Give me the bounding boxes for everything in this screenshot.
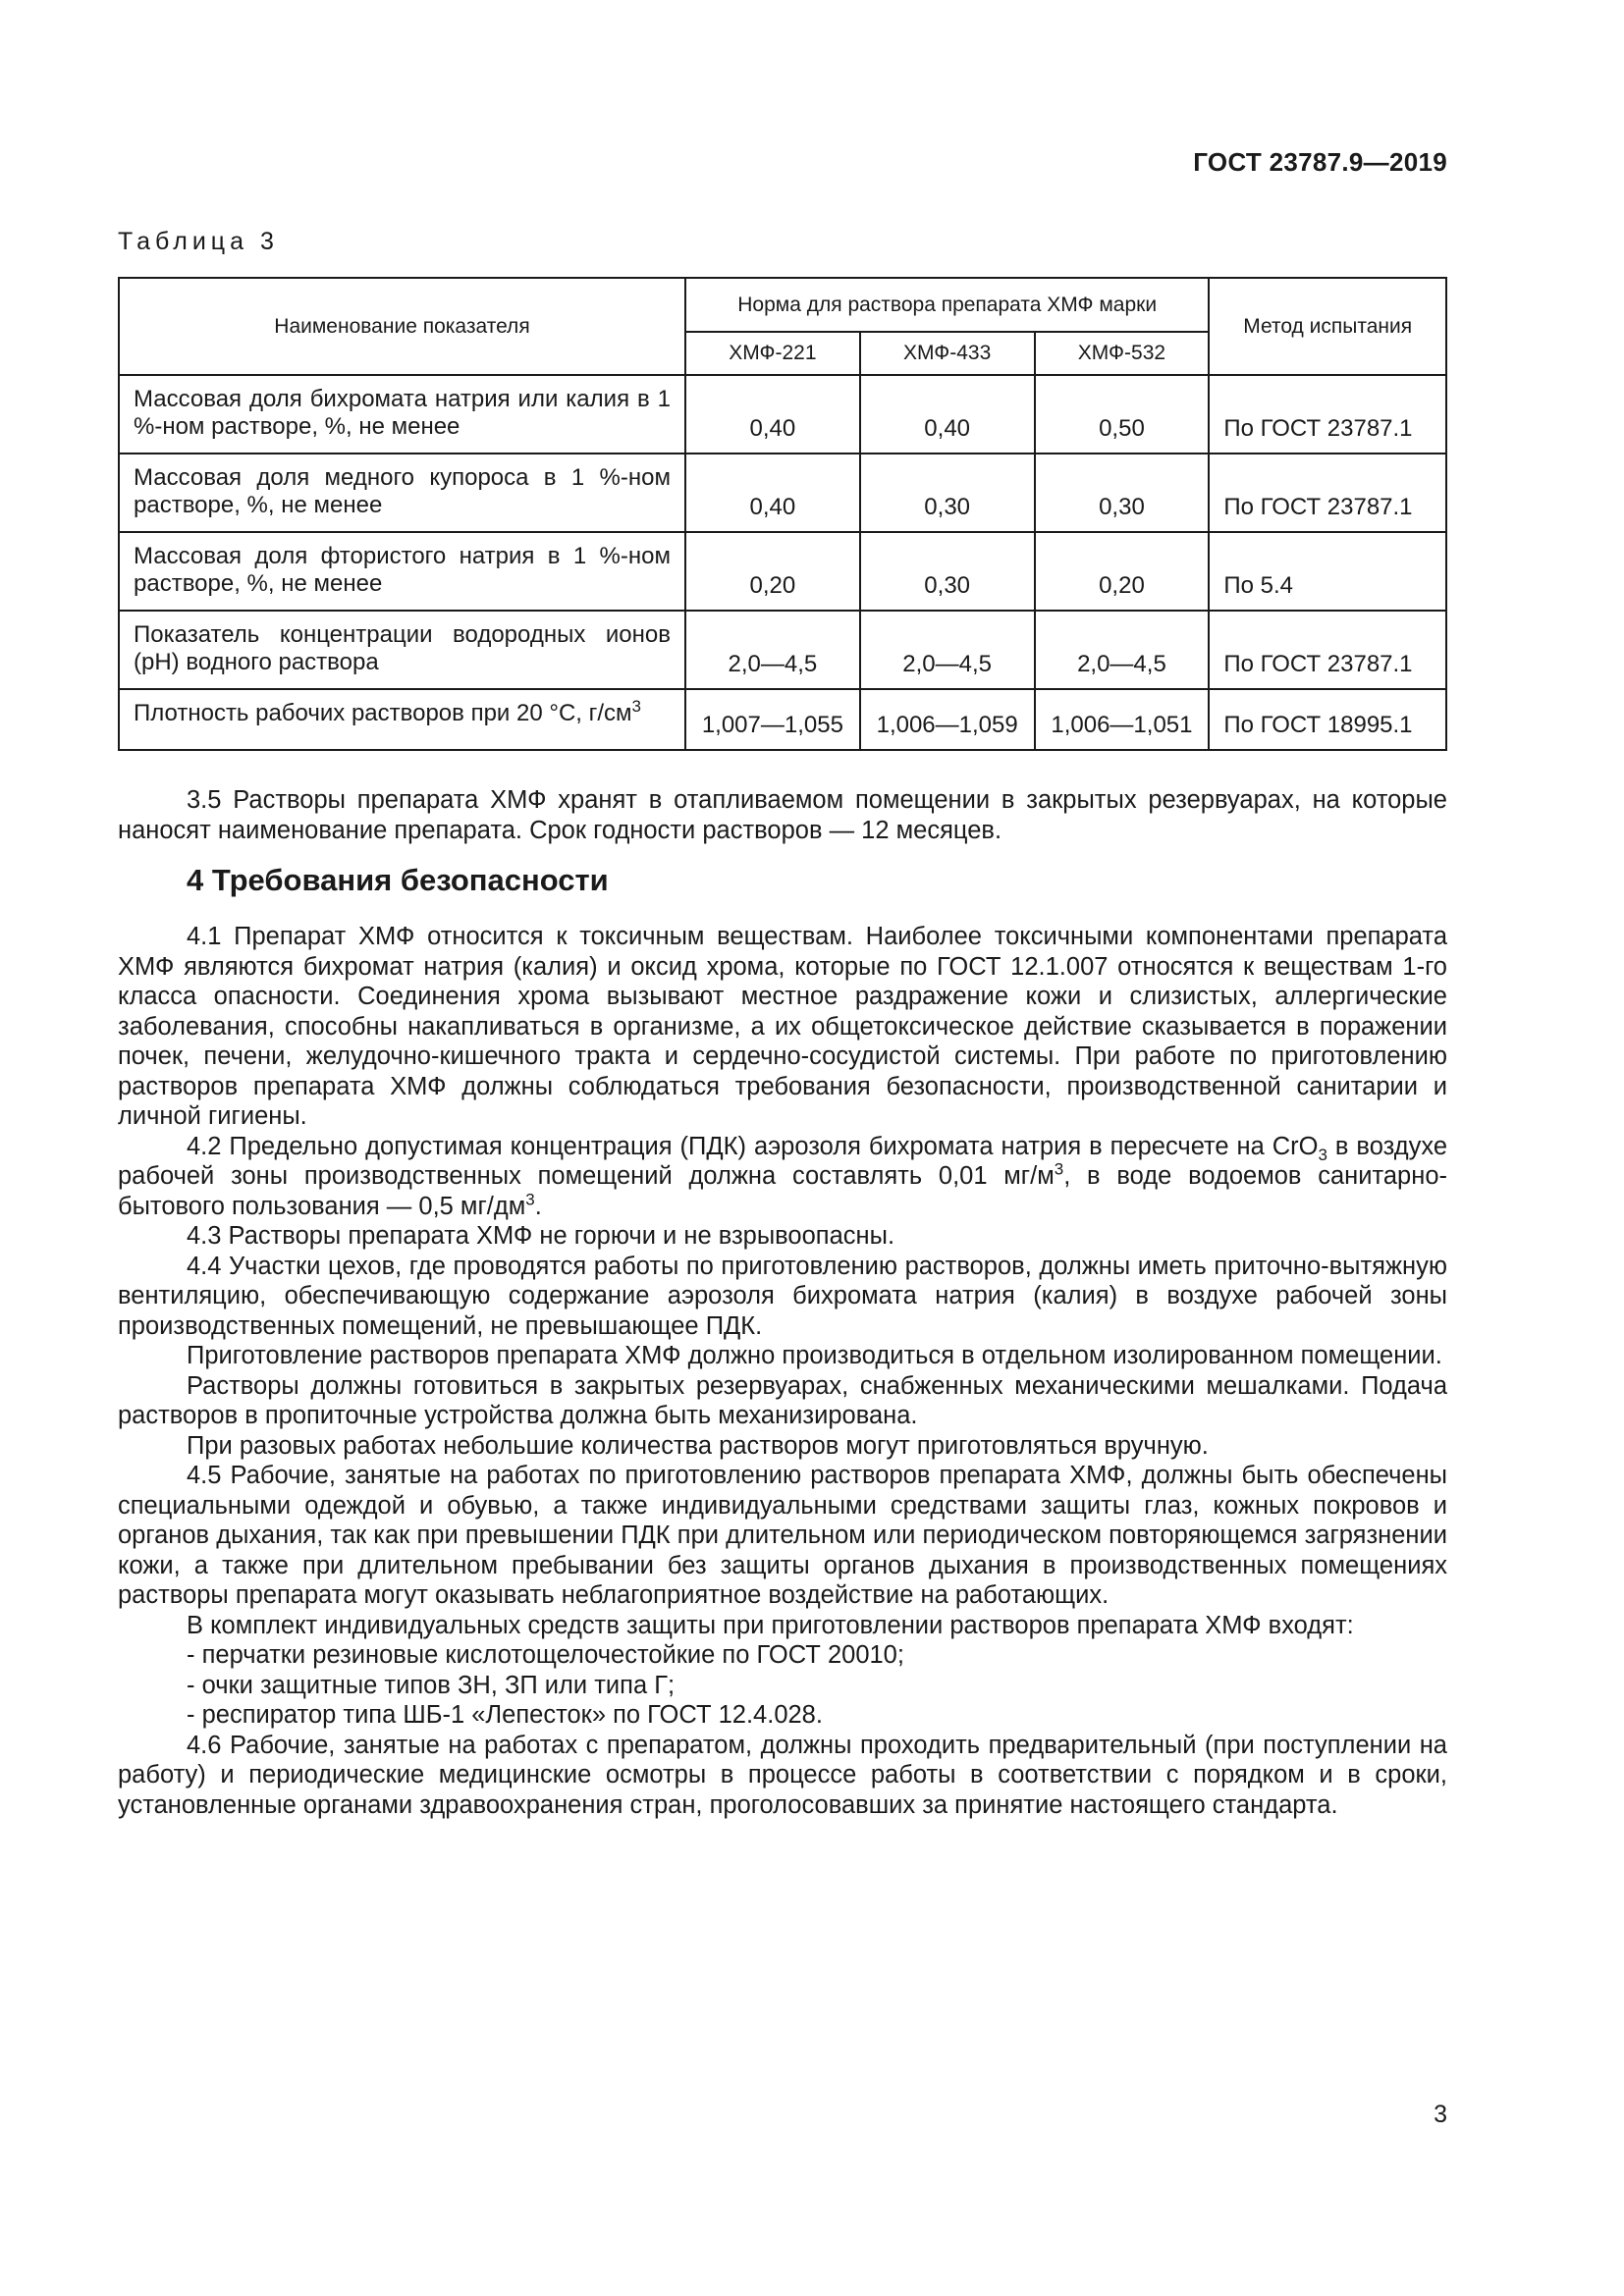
method-cell: По 5.4 [1209,532,1446,611]
paragraph-4-4: 4.4 Участки цехов, где проводятся работы по приготовлению растворов, должны иметь приточно-вытяжную вентиляцию, обеспечивающую содержание аэрозоля бихромата натрия (калия) в воздухе рабочей зоны производственных помещений, не превышающее ПДК. [118,1252,1447,1340]
p42-superscript: 3 [525,1190,535,1208]
list-item: - респиратор типа ШБ-1 «Лепесток» по ГОСТ 12.4.028. [187,1701,823,1729]
indicators-table [118,277,1447,751]
value-cell: 0,20 [685,532,860,611]
list-item: - перчатки резиновые кислотощелочестойкие по ГОСТ 20010; [187,1641,904,1669]
p42-subscript: 3 [1318,1145,1327,1164]
value-cell: 0,30 [1035,454,1210,532]
indicator-name [119,689,685,750]
paragraph-4-4-d: При разовых работах небольшие количества растворов могут приготовляться вручную. [187,1431,1209,1460]
page-number: 3 [1434,2101,1447,2128]
header-test-method: Метод испытания [1209,278,1446,375]
value-cell: 2,0—4,5 [860,611,1035,689]
p42-text-b: в воздухе рабочей зоны производственных помещений должна составлять 0,01 мг/м [118,1132,1447,1190]
value-cell: 1,007—1,055 [685,689,860,750]
indicator-name: Массовая доля фтористого натрия в 1 %-ном растворе, %, не менее [119,532,685,611]
p42-superscript: 3 [1054,1159,1064,1179]
header-indicator-name: Наименование показателя [119,278,685,375]
table-row [119,611,1446,689]
value-cell: 2,0—4,5 [1035,611,1210,689]
list-item: - очки защитные типов ЗН, ЗП или типа Г; [187,1671,676,1699]
header-grade: ХМФ-433 [860,332,1035,375]
header-grade: ХМФ-221 [685,332,860,375]
value-cell: 1,006—1,051 [1035,689,1210,750]
paragraph-4-4-c: Растворы должны готовиться в закрытых резервуарах, снабженных механическими мешалками. Подача растворов в пропиточные устройства должна быть механизирована. [118,1371,1447,1429]
value-cell: 0,40 [860,375,1035,454]
indicator-name-text: Плотность рабочих растворов при 20 °С, г/см [134,700,632,726]
value-cell: 0,30 [860,532,1035,611]
header-grade: ХМФ-532 [1035,332,1210,375]
paragraph-4-5-b: В комплект индивидуальных средств защиты при приготовлении растворов препарата ХМФ входят: [187,1611,1354,1639]
value-cell: 0,40 [685,454,860,532]
table-caption: Таблица 3 [118,228,279,255]
unit-superscript: 3 [631,697,642,716]
body-text [118,785,1447,1820]
section-4-heading: 4 Требования безопасности [187,863,609,897]
method-cell: По ГОСТ 18995.1 [1209,689,1446,750]
table-header-row [119,278,1446,332]
paragraph-4-5: 4.5 Рабочие, занятые на работах по приготовлению растворов препарата ХМФ, должны быть обеспечены специальными одеждой и обувью, а также индивидуальными средствами защиты глаз, кожных покровов и органов дыхания, так как при превышении ПДК при длительном или периодическом повторяющемся загрязнении кожи, а также при длительном пребывании без защиты органов дыхания в производственных помещениях растворы препарата могут оказывать неблагоприятное воздействие на работающих. [118,1462,1447,1609]
paragraph-4-3: 4.3 Растворы препарата ХМФ не горючи и не взрывоопасны. [187,1222,895,1250]
document-designation: ГОСТ 23787.9—2019 [1193,147,1447,177]
value-cell: 2,0—4,5 [685,611,860,689]
method-cell: По ГОСТ 23787.1 [1209,454,1446,532]
p42-text-d: . [534,1192,542,1220]
method-cell: По ГОСТ 23787.1 [1209,611,1446,689]
p42-text-a: 4.2 Предельно допустимая концентрация (ПДК) аэрозоля бихромата натрия в пересчете на CrO [187,1132,1319,1160]
value-cell: 0,20 [1035,532,1210,611]
value-cell: 0,30 [860,454,1035,532]
value-cell: 0,40 [685,375,860,454]
value-cell: 0,50 [1035,375,1210,454]
indicator-name: Массовая доля медного купороса в 1 %-ном растворе, %, не менее [119,454,685,532]
indicator-name: Массовая доля бихромата натрия или калия в 1 %-ном растворе, %, не менее [119,375,685,454]
table-row [119,532,1446,611]
value-cell: 1,006—1,059 [860,689,1035,750]
paragraph-4-2 [118,1132,1447,1222]
table-row [119,689,1446,750]
method-cell: По ГОСТ 23787.1 [1209,375,1446,454]
indicator-name: Показатель концентрации водородных ионов (рН) водного раствора [119,611,685,689]
paragraph-4-4-b: Приготовление растворов препарата ХМФ должно производиться в отдельном изолированном помещении. [187,1342,1442,1369]
table-row [119,375,1446,454]
paragraph-4-1: 4.1 Препарат ХМФ относится к токсичным веществам. Наиболее токсичными компонентами препарата ХМФ являются бихромат натрия (калия) и оксид хрома, которые по ГОСТ 12.1.007 относятся к веществам 1-го класса опасности. Соединения хрома вызывают местное раздражение кожи и слизистых, аллергические заболевания, способны накапливаться в организме, а их общетоксическое действие сказывается в поражении почек, печени, желудочно-кишечного тракта и сердечно-сосудистой системы. При работе по приготовлению растворов препарата ХМФ должны соблюдаться требования безопасности, производственной санитарии и личной гигиены. [118,923,1447,1130]
table-row [119,454,1446,532]
paragraph-3-5: 3.5 Растворы препарата ХМФ хранят в отапливаемом помещении в закрытых резервуарах, на которые наносят наименование препарата. Срок годности растворов — 12 месяцев. [118,786,1447,844]
p42-text-c: , в воде водоемов санитарно-бытового пользования — 0,5 мг/дм [118,1162,1447,1220]
header-norm: Норма для раствора препарата ХМФ марки [685,278,1209,332]
paragraph-4-6: 4.6 Рабочие, занятые на работах с препаратом, должны проходить предварительный (при поступлении на работу) и периодические медицинские осмотры в процессе работы в соответствии с порядком и в сроки, установленные органами здравоохранения стран, проголосовавших за принятие настоящего стандарта. [118,1731,1447,1819]
